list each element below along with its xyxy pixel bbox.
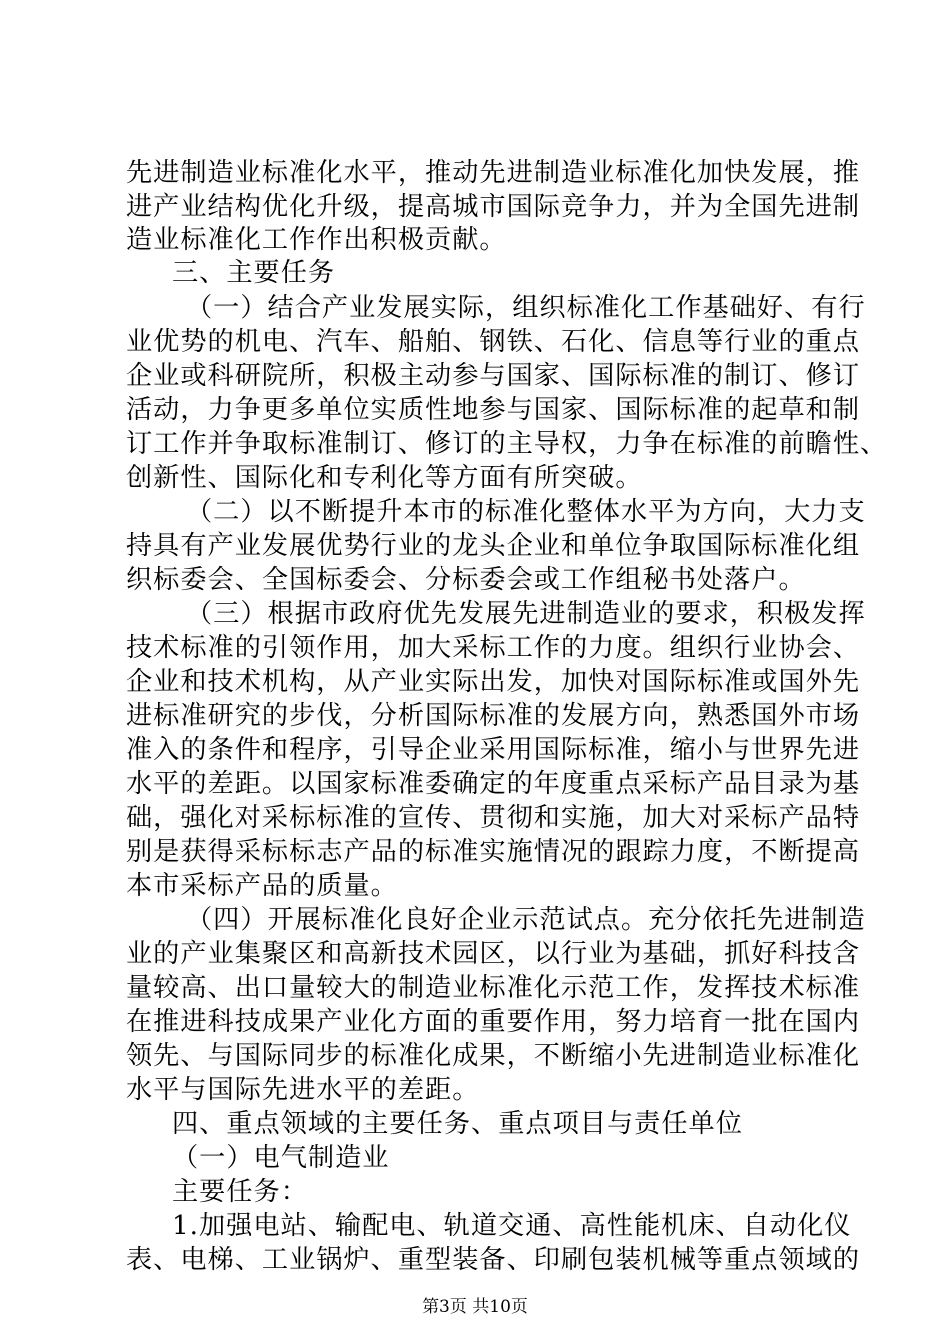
text-line: （三）根据市政府优先发展先进制造业的要求，积极发挥 <box>186 599 866 629</box>
text-line: （二）以不断提升本市的标准化整体水平为方向，大力支 <box>186 497 866 527</box>
text-line: 础，强化对采标标准的宣传、贯彻和实施，加大对采标产品特 <box>126 803 861 833</box>
text-line: （一）结合产业发展实际，组织标准化工作基础好、有行 <box>186 293 866 323</box>
text-line: 进标准研究的步伐，分析国际标准的发展方向，熟悉国外市场 <box>126 701 861 731</box>
text-line: 领先、与国际同步的标准化成果，不断缩小先进制造业标准化 <box>126 1041 861 1071</box>
text-line: 织标委会、全国标委会、分标委会或工作组秘书处落户。 <box>126 565 806 595</box>
text-line: 造业标准化工作作出积极贡献。 <box>126 225 507 255</box>
text-line: 表、电梯、工业锅炉、重型装备、印刷包装机械等重点领域的 <box>126 1245 861 1275</box>
text-line: 准入的条件和程序，引导企业采用国际标准，缩小与世界先进 <box>126 735 861 765</box>
text-line: 水平的差距。以国家标准委确定的年度重点采标产品目录为基 <box>126 769 861 799</box>
text-line: 本市采标产品的质量。 <box>126 871 398 901</box>
text-line: 量较高、出口量较大的制造业标准化示范工作，发挥技术标准 <box>126 973 861 1003</box>
text-line: 水平与国际先进水平的差距。 <box>126 1075 480 1105</box>
text-line: 先进制造业标准化水平，推动先进制造业标准化加快发展，推 <box>126 158 861 188</box>
text-line: 活动，力争更多单位实质性地参与国家、国际标准的起草和制 <box>126 395 861 425</box>
text-line: 1.加强电站、输配电、轨道交通、高性能机床、自动化仪 <box>172 1211 852 1241</box>
text-line: （四）开展标准化良好企业示范试点。充分依托先进制造 <box>186 905 866 935</box>
page-footer: 第3页 共10页 <box>422 1297 528 1317</box>
text-line: 企业和技术机构，从产业实际出发，加快对国际标准或国外先 <box>126 667 861 697</box>
text-line: 技术标准的引领作用，加大采标工作的力度。组织行业协会、 <box>126 633 861 663</box>
text-line: 别是获得采标标志产品的标准实施情况的跟踪力度，不断提高 <box>126 837 861 867</box>
text-line: 业优势的机电、汽车、船舶、钢铁、石化、信息等行业的重点 <box>126 327 861 357</box>
text-line: 创新性、国际化和专利化等方面有所突破。 <box>126 463 643 493</box>
text-line: （一）电气制造业 <box>172 1143 390 1173</box>
text-line: 四、重点领域的主要任务、重点项目与责任单位 <box>172 1109 743 1139</box>
text-line: 企业或科研院所，积极主动参与国家、国际标准的制订、修订 <box>126 361 861 391</box>
text-line: 进产业结构优化升级，提高城市国际竞争力，并为全国先进制 <box>126 192 861 222</box>
text-line: 三、主要任务 <box>172 258 336 288</box>
text-line: 在推进科技成果产业化方面的重要作用，努力培育一批在国内 <box>126 1007 861 1037</box>
text-line: 订工作并争取标准制订、修订的主导权，力争在标准的前瞻性、 <box>126 429 888 459</box>
text-line: 持具有产业发展优势行业的龙头企业和单位争取国际标准化组 <box>126 531 861 561</box>
text-line: 主要任务： <box>172 1177 308 1207</box>
text-line: 业的产业集聚区和高新技术园区，以行业为基础，抓好科技含 <box>126 939 861 969</box>
